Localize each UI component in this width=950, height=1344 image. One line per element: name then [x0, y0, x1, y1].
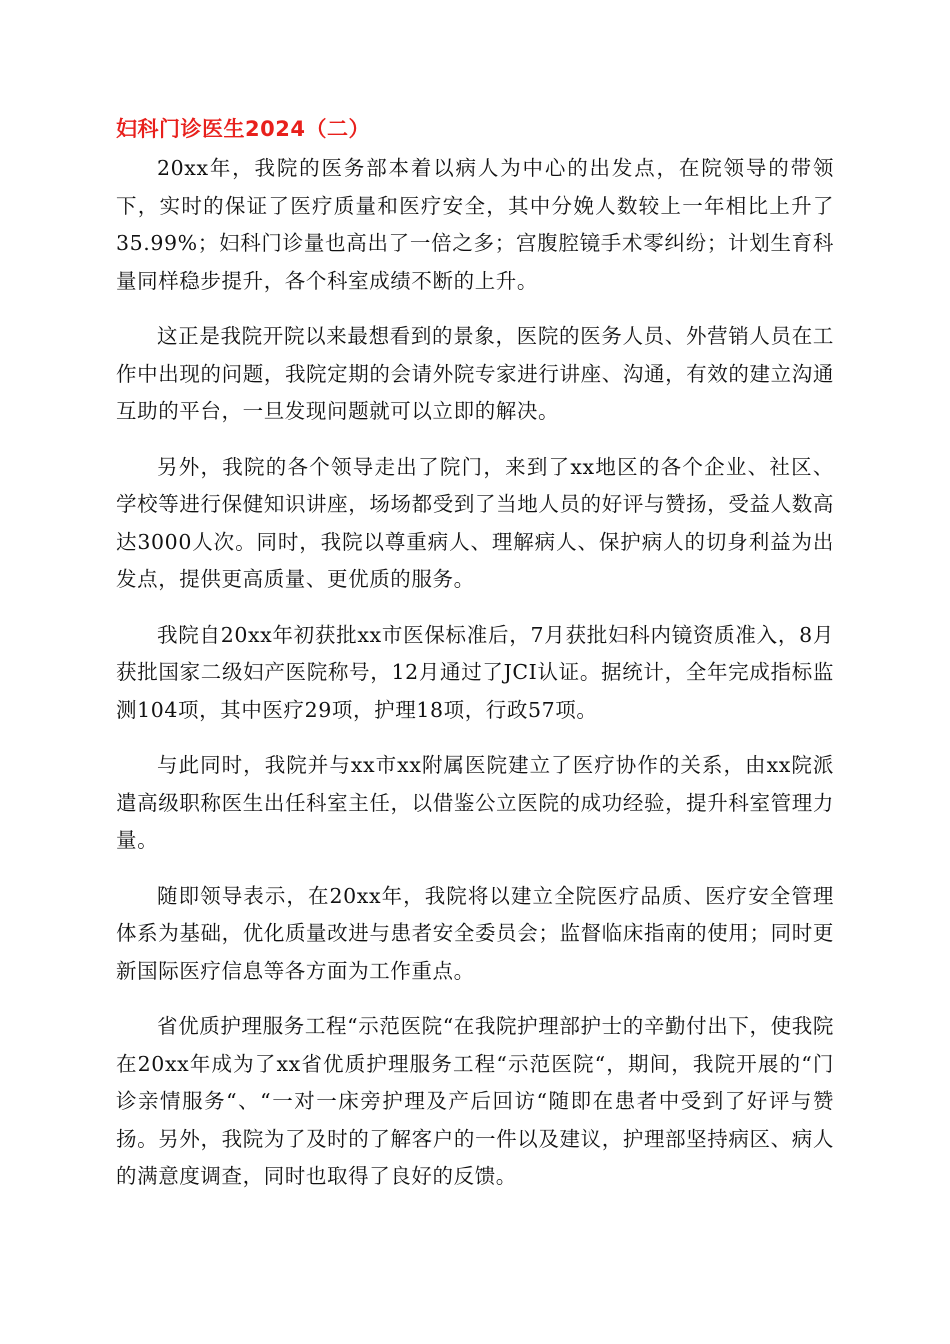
- document-title: 妇科门诊医生2024（二）: [116, 117, 370, 141]
- paragraph-5: 与此同时，我院并与xx市xx附属医院建立了医疗协作的关系，由xx院派遣高级职称医生出任科室主任，以借鉴公立医院的成功经验，提升科室管理力量。: [116, 753, 834, 852]
- paragraph-1: 20xx年，我院的医务部本着以病人为中心的出发点，在院领导的带领下，实时的保证了医疗质量和医疗安全，其中分娩人数较上一年相比上升了35.99%；妇科门诊量也高出了一倍之多；宫腹腔镜手术零纠纷；计划生育科量同样稳步提升，各个科室成绩不断的上升。: [116, 156, 834, 293]
- paragraph-4: 我院自20xx年初获批xx市医保标准后，7月获批妇科内镜资质准入，8月获批国家二级妇产医院称号，12月通过了JCI认证。据统计，全年完成指标监测104项，其中医疗29项，护理18项，行政57项。: [116, 622, 834, 722]
- paragraph-2: 这正是我院开院以来最想看到的景象，医院的医务人员、外营销人员在工作中出现的问题，我院定期的会请外院专家进行讲座、沟通，有效的建立沟通互助的平台，一旦发现问题就可以立即的解决。: [116, 324, 834, 423]
- paragraph-7: 省优质护理服务工程“示范医院“在我院护理部护士的辛勤付出下，使我院在20xx年成为了xx省优质护理服务工程“示范医院“，期间，我院开展的“门诊亲情服务“、“一对一床旁护理及产后回访“随即在患者中受到了好评与赞扬。另外，我院为了及时的了解客户的一件以及建议，护理部坚持病区、病人的满意度调查，同时也取得了良好的反馈。: [116, 1014, 834, 1188]
- document-content: [116, 112, 834, 1214]
- paragraph-3: 另外，我院的各个领导走出了院门，来到了xx地区的各个企业、社区、学校等进行保健知识讲座，场场都受到了当地人员的好评与赞扬，受益人数高达3000人次。同时，我院以尊重病人、理解病人、保护病人的切身利益为出发点，提供更高质量、更优质的服务。: [116, 454, 834, 591]
- paragraph-6: 随即领导表示，在20xx年，我院将以建立全院医疗品质、医疗安全管理体系为基础，优化质量改进与患者安全委员会；监督临床指南的使用；同时更新国际医疗信息等各方面为工作重点。: [116, 883, 834, 983]
